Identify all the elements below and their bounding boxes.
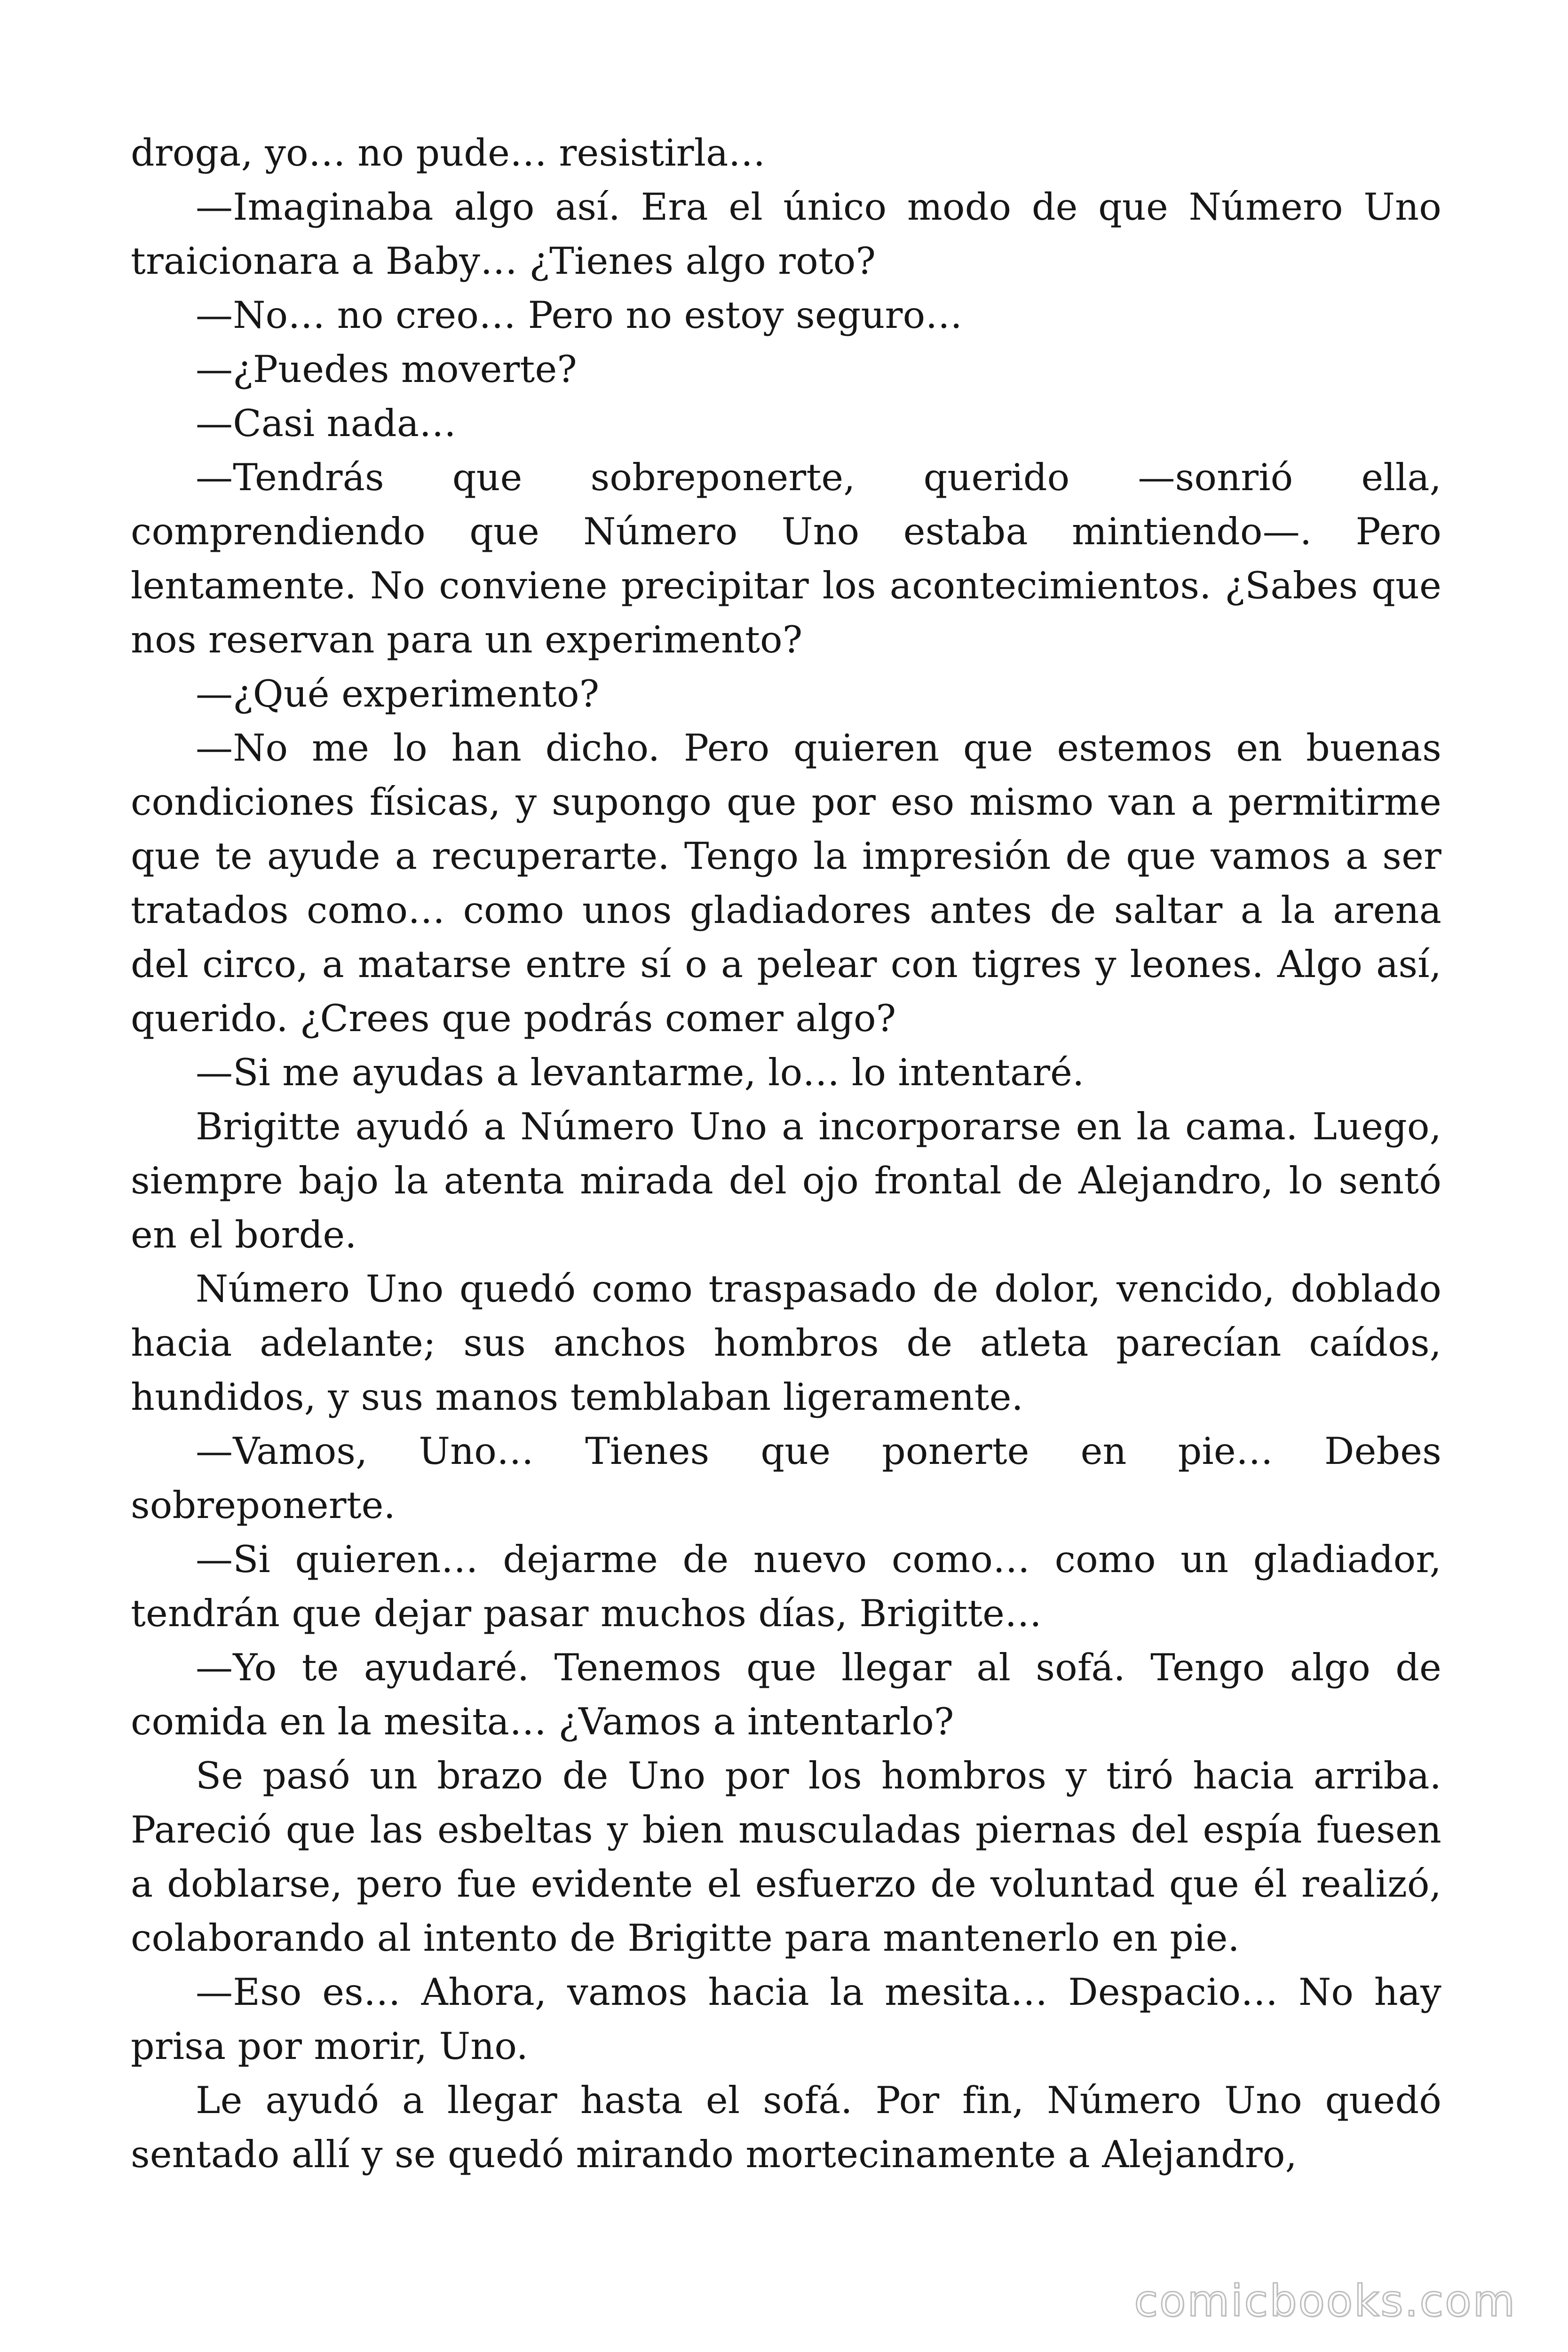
paragraph-4: —¿Puedes moverte? xyxy=(196,348,577,391)
paragraph-9: —Si me ayudas a levantarme, lo… lo intentaré. xyxy=(196,1051,1085,1094)
paragraph-16: —Eso es… Ahora, vamos hacia la mesita… Despacio… No hay prisa por morir, Uno. xyxy=(131,1971,1441,2068)
paragraph-12: —Vamos, Uno… Tienes que ponerte en pie… Debes sobreponerte. xyxy=(131,1430,1441,1527)
paragraph-11: Número Uno quedó como traspasado de dolor, vencido, doblado hacia adelante; sus anchos hombros de atleta parecían caídos, hundidos, y sus manos temblaban ligeramente. xyxy=(131,1267,1441,1419)
paragraph-13: —Si quieren… dejarme de nuevo como… como un gladiador, tendrán que dejar pasar muchos días, Brigitte… xyxy=(131,1538,1441,1635)
paragraph-14: —Yo te ayudaré. Tenemos que llegar al sofá. Tengo algo de comida en la mesita… ¿Vamos a intentarlo? xyxy=(131,1646,1441,1743)
paragraph-5: —Casi nada… xyxy=(196,402,457,445)
watermark-logo: comicbooks.com xyxy=(1134,2276,1516,2326)
paragraph-8: —No me lo han dicho. Pero quieren que estemos en buenas condiciones físicas, y supongo que por eso mismo van a permitirme que te ayude a recuperarte. Tengo la impresión de que vamos a ser tratados como… como unos gladiadores antes de saltar a la arena del circo, a matarse entre sí o a pelear con tigres y leones. Algo así, querido. ¿Crees que podrás comer algo? xyxy=(131,726,1441,1040)
paragraph-10: Brigitte ayudó a Número Uno a incorporarse en la cama. Luego, siempre bajo la atenta mirada del ojo frontal de Alejandro, lo sentó en el borde. xyxy=(131,1105,1441,1256)
paragraph-6: —Tendrás que sobreponerte, querido —sonrió ella, comprendiendo que Número Uno estaba mintiendo—. Pero lentamente. No conviene precipitar los acontecimientos. ¿Sabes que nos reservan para un experimento? xyxy=(131,456,1441,661)
paragraph-15: Se pasó un brazo de Uno por los hombros y tiró hacia arriba. Pareció que las esbeltas y bien musculadas piernas del espía fuesen a doblarse, pero fue evidente el esfuerzo de voluntad que él realizó, colaborando al intento de Brigitte para mantenerlo en pie. xyxy=(131,1754,1441,1960)
page-body xyxy=(131,126,1441,2182)
paragraph-7: —¿Qué experimento? xyxy=(196,672,600,715)
paragraph-17: Le ayudó a llegar hasta el sofá. Por fin, Número Uno quedó sentado allí y se quedó mirando mortecinamente a Alejandro, xyxy=(131,2079,1441,2176)
paragraph-1: droga, yo… no pude… resistirla… xyxy=(131,131,766,175)
paragraph-2: —Imaginaba algo así. Era el único modo de que Número Uno traicionara a Baby… ¿Tienes algo roto? xyxy=(131,185,1441,283)
paragraph-3: —No… no creo… Pero no estoy seguro… xyxy=(196,294,963,337)
